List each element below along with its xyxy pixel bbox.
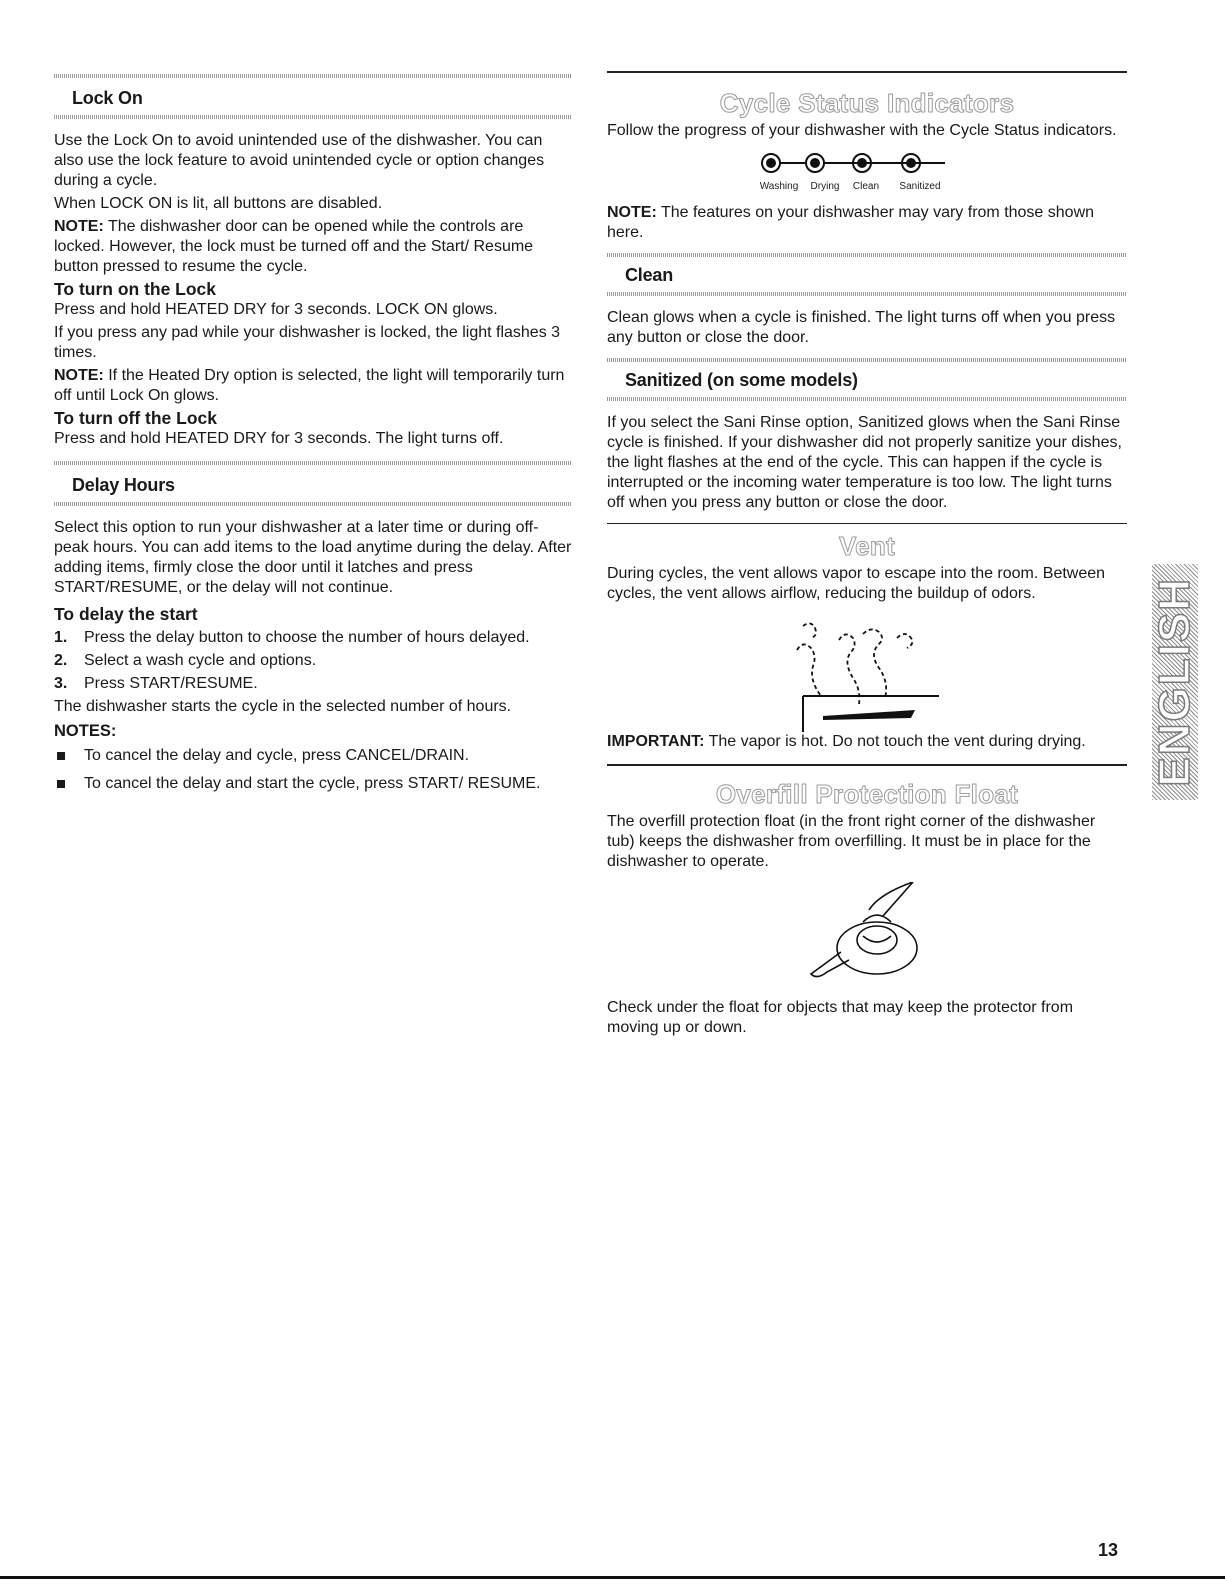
notes-list	[54, 746, 572, 794]
page-number: 13	[1098, 1540, 1119, 1560]
vent-vapor-icon	[607, 604, 1127, 732]
important-label: IMPORTANT:	[607, 733, 705, 750]
lock-on-note-2	[54, 366, 572, 406]
indicator-label-sanitized: Sanitized	[899, 180, 941, 192]
lock-on-note	[54, 217, 572, 277]
delay-start-heading: To delay the start	[54, 604, 198, 624]
press-any-text: If you press any pad while your dishwasher is locked, the light flashes 3 times.	[54, 324, 561, 361]
vent-important	[607, 732, 1127, 752]
section-rule	[607, 764, 1127, 766]
note-label: NOTE:	[54, 218, 104, 235]
section-rule	[607, 523, 1127, 525]
overfill-float-icon	[607, 882, 1127, 988]
cycle-status-indicators	[607, 149, 1127, 197]
overfill-text: The overfill protection float (in the front right corner of the dishwasher tub) keeps the dishwasher from overfilling. It must be in place for the dishwasher to operate.	[607, 812, 1096, 870]
list-item: 3. Press START/RESUME.	[54, 675, 258, 692]
delay-steps	[54, 628, 572, 694]
turn-off-lock-heading: To turn off the Lock	[54, 408, 217, 428]
lock-on-intro: Use the Lock On to avoid unintended use of the dishwasher. You can also use the lock feature to avoid unintended cycle or option changes during a cycle.	[54, 132, 545, 189]
list-item: To cancel the delay and start the cycle, press START/ RESUME.	[54, 774, 572, 794]
sanitized-text: If you select the Sani Rinse option, Sanitized glows when the Sani Rinse cycle is finished. If your dishwasher did not properly sanitize your dishes, the light flashes at the end of the cycle. This can happen if the cycle is interrupted or the incoming water temperature is too low. The light turns off when you press any button or close the door.	[607, 413, 1122, 511]
delay-hours-heading: Delay Hours	[72, 475, 175, 495]
section-rule	[607, 71, 1127, 73]
clean-text: Clean glows when a cycle is finished. The light turns off when you press any button or close the door.	[607, 308, 1116, 346]
language-side-tab	[1152, 564, 1198, 800]
note-text: The features on your dishwasher may vary from those shown here.	[607, 203, 1095, 241]
cycle-status-heading: Cycle Status Indicators	[719, 87, 1015, 118]
float-illustration	[607, 882, 1127, 988]
indicator-label-clean: Clean	[852, 180, 880, 192]
overfill-check: Check under the float for objects that may keep the protector from moving up or down.	[607, 998, 1074, 1036]
indicator-label-washing: Washing	[759, 180, 799, 192]
cycle-status-intro: Follow the progress of your dishwasher with the Cycle Status indicators.	[607, 121, 1117, 139]
sanitized-heading: Sanitized (on some models)	[625, 369, 858, 390]
turn-on-lock-text: Press and hold HEATED DRY for 3 seconds. LOCK ON glows.	[54, 301, 498, 318]
clean-heading: Clean	[625, 264, 674, 285]
vent-illustration	[607, 604, 1127, 732]
indicator-light-icon	[762, 154, 780, 172]
vent-heading: Vent	[838, 531, 896, 561]
side-tab-label: ENGLISH	[1150, 577, 1199, 787]
notes-heading: NOTES:	[54, 722, 117, 740]
list-item: 1. Press the delay button to choose the number of hours delayed.	[54, 629, 530, 646]
turn-on-lock-heading: To turn on the Lock	[54, 279, 217, 299]
right-column	[607, 0, 1127, 1038]
delay-intro: Select this option to run your dishwasher at a later time or during off-peak hours. You can add items to the load anytime during the delay. After adding items, firmly close the door until it latches and press START/RESUME, or the delay will not continue.	[54, 519, 572, 596]
left-column	[54, 0, 572, 802]
indicator-light-icon	[806, 154, 824, 172]
list-item: 2. Select a wash cycle and options.	[54, 652, 317, 669]
indicator-diagram	[607, 149, 1127, 197]
note-text: If the Heated Dry option is selected, the light will temporarily turn off until Lock On glows.	[54, 367, 565, 404]
cycle-status-note	[607, 203, 1127, 243]
note-label: NOTE:	[54, 367, 104, 384]
note-label: NOTE:	[607, 203, 657, 221]
indicator-label-drying: Drying	[810, 180, 840, 192]
lock-on-lit: When LOCK ON is lit, all buttons are disabled.	[54, 195, 383, 212]
important-text: The vapor is hot. Do not touch the vent during drying.	[704, 733, 1086, 750]
vent-text: During cycles, the vent allows vapor to escape into the room. Between cycles, the vent allows airflow, reducing the buildup of odors.	[607, 565, 1106, 602]
page-bottom-edge	[0, 1576, 1225, 1579]
turn-off-lock-text: Press and hold HEATED DRY for 3 seconds. The light turns off.	[54, 430, 504, 447]
note-text: The dishwasher door can be opened while the controls are locked. However, the lock must be turned off and the Start/ Resume button pressed to resume the cycle.	[54, 218, 534, 275]
delay-after: The dishwasher starts the cycle in the selected number of hours.	[54, 698, 512, 715]
lock-on-heading: Lock On	[72, 88, 143, 108]
overfill-heading: Overfill Protection Float	[715, 778, 1019, 809]
list-item: To cancel the delay and cycle, press CANCEL/DRAIN.	[54, 746, 572, 766]
